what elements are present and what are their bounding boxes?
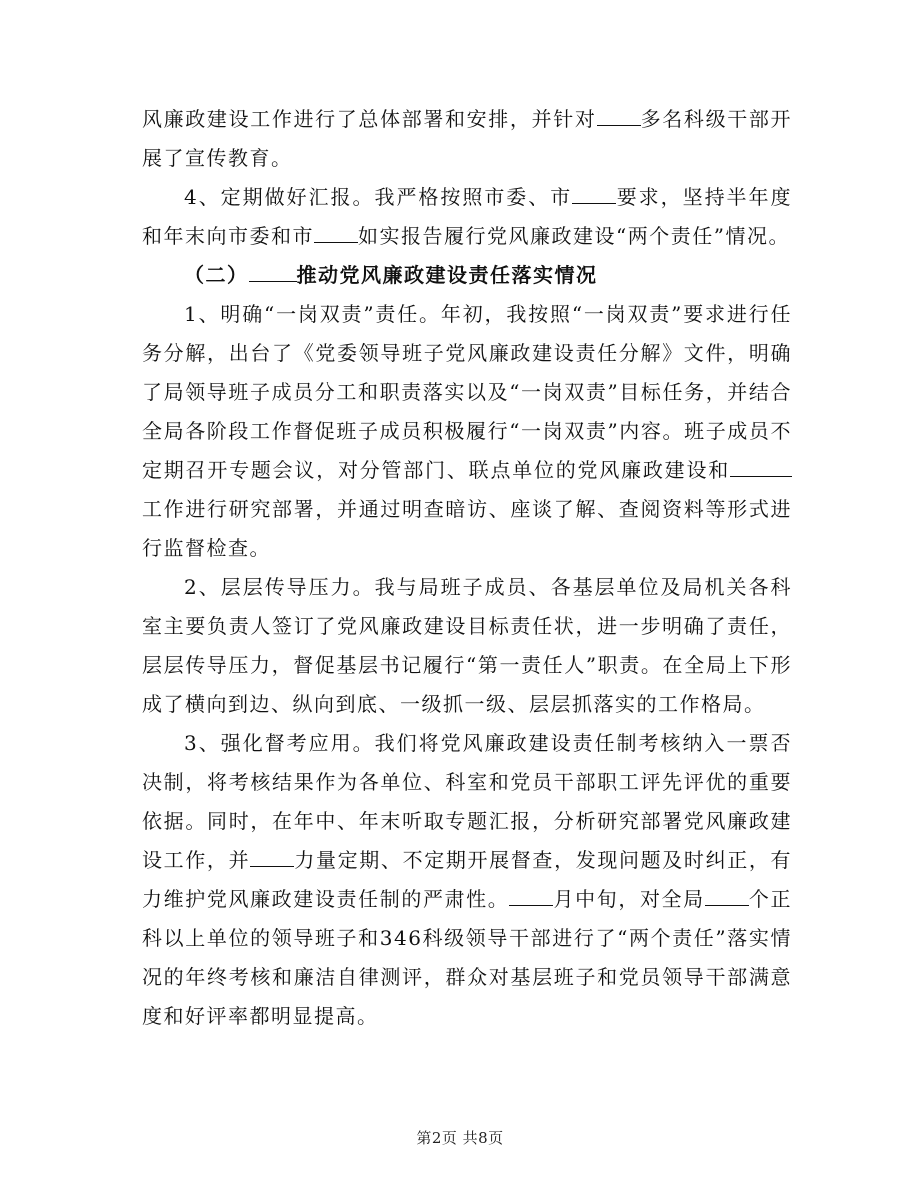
text-run: 如实报告履行党风廉政建设“两个责任”情况。 (358, 224, 790, 248)
paragraph-item-1 (142, 295, 792, 568)
page-number-footer: 第2页 共8页 (416, 1129, 504, 1147)
text-run: 要求，坚持半年度和年末向市委和市 (142, 185, 792, 248)
text-run: 个正科以上单位的领导班子和346科级领导干部进行了“两个责任”落实情况的年终考核和廉洁自律测评，群众对基层班子和党员领导干部满意度和好评率都明显提高。 (142, 887, 793, 1028)
paragraph-item-3 (142, 724, 792, 1036)
fill-in-blank (572, 185, 616, 204)
fill-in-blank (705, 887, 749, 906)
text-run: 力量定期、不定期开展督查，发现问题及时纠正，有力维护党风廉政建设责任制的严肃性。 (142, 848, 793, 911)
fill-in-blank (509, 887, 553, 906)
heading-number: （二） (184, 263, 249, 287)
paragraph-continued (142, 100, 792, 178)
text-run: 1、明确“一岗双责”责任。年初，我按照“一岗双责”要求进行任务分解，出台了《党委领导班子党风廉政建设责任分解》文件，明确了局领导班子成员分工和职责落实以及“一岗双责”目标任务，并结合全局各阶段工作督促班子成员积极履行“一岗双责”内容。班子成员不定期召开专题会议，对分管部门、联点单位的党风廉政建设和 (142, 302, 792, 482)
paragraph-item-4 (142, 178, 792, 256)
fill-in-blank (744, 458, 792, 477)
document-body (142, 100, 792, 1036)
heading-text: 推动党风廉政建设责任落实情况 (296, 263, 598, 287)
text-run: 多名科级干部开展了宣传教育。 (142, 107, 792, 170)
fill-in-blank (314, 224, 358, 243)
paragraph-item-2 (142, 568, 792, 724)
fill-in-blank (597, 107, 641, 126)
text-run: 2、层层传导压力。我与局班子成员、各基层单位及局机关各科室主要负责人签订了党风廉政建设目标责任状，进一步明确了责任，层层传导压力，督促基层书记履行“第一责任人”职责。在全局上下形成了横向到边、纵向到底、一级抓一级、层层抓落实的工作格局。 (142, 575, 792, 716)
text-run: 3、强化督考应用。我们将党风廉政建设责任制考核纳入一票否决制，将考核结果作为各单位、科室和党员干部职工评先评优的重要依据。同时，在年中、年末听取专题汇报，分析研究部署党风廉政建设工作，并 (142, 731, 792, 872)
section-heading (142, 256, 792, 295)
fill-in-blank (249, 263, 297, 282)
text-run: 工作进行研究部署，并通过明查暗访、座谈了解、查阅资料等形式进行监督检查。 (142, 497, 792, 560)
text-run: 风廉政建设工作进行了总体部署和安排，并针对 (142, 107, 597, 131)
text-run: 月中旬，对全局 (553, 887, 705, 911)
fill-in-blank (730, 458, 744, 477)
fill-in-blank (250, 848, 294, 867)
text-run: 4、定期做好汇报。我严格按照市委、市 (184, 185, 573, 209)
